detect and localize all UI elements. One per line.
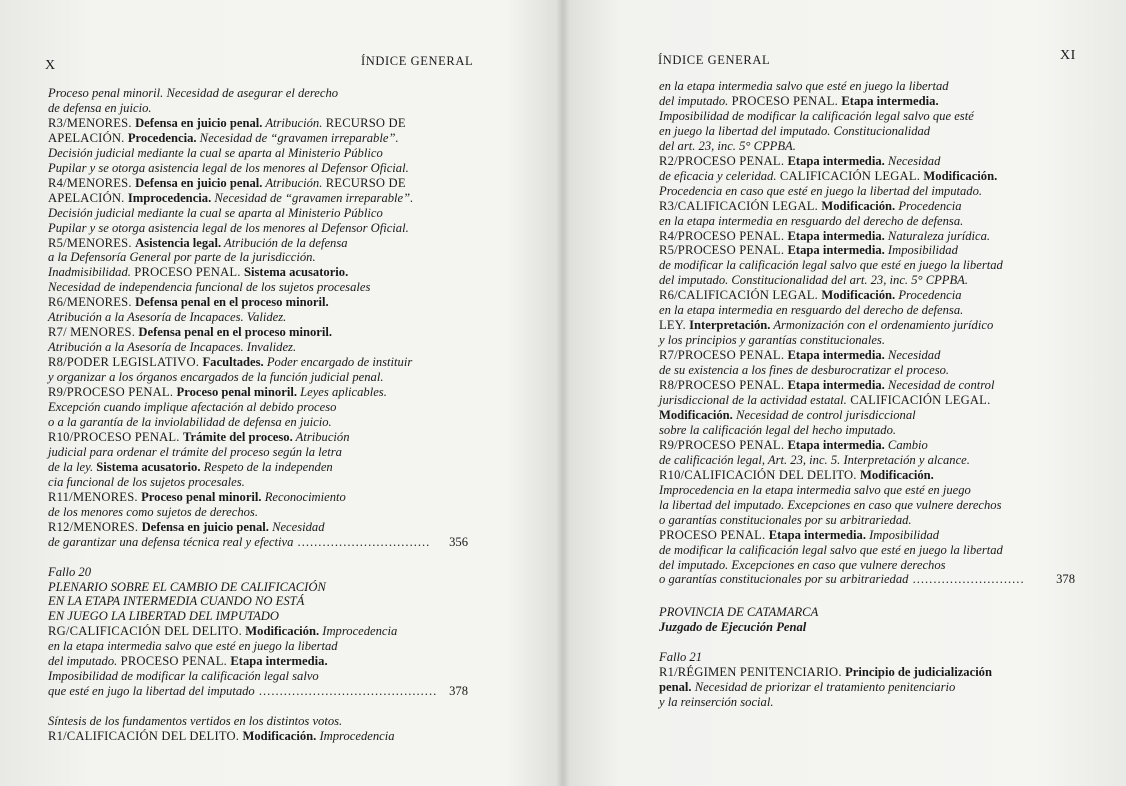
entry-text: Modificación. (659, 407, 733, 422)
entry-text: en la etapa intermedia en resguardo del derecho de defensa. (659, 213, 964, 228)
running-head: ÍNDICE GENERAL (658, 53, 771, 67)
entry-text: Reconocimiento (261, 489, 346, 504)
entry-text: cia funcional de los sujetos procesales. (48, 474, 245, 489)
index-line (48, 101, 468, 116)
index-line (659, 363, 1075, 378)
index-line (659, 665, 1075, 680)
entry-text: Procedencia (895, 198, 962, 213)
entry-text: de eficacia y celeridad. (659, 168, 777, 183)
index-line (48, 714, 468, 729)
entry-text: de modificar la calificación legal salvo que esté en juego la libertad (659, 258, 1003, 273)
section-gap (659, 635, 1075, 650)
index-line (48, 565, 468, 580)
index-line (48, 161, 468, 176)
index-line (659, 273, 1075, 288)
entry-text: de garantizar una defensa técnica real y efectiva (48, 534, 294, 549)
entry-text: Atribución. (262, 175, 323, 190)
entry-text: Necesidad de control (884, 378, 995, 393)
entry-text: Procedencia. (127, 130, 197, 145)
entry-text: o garantías constitucionales por su arbitrariedad. (659, 512, 912, 527)
index-line (48, 340, 468, 355)
index-line (48, 370, 468, 385)
entry-text: Necesidad (884, 348, 941, 363)
entry-text: PROVINCIA DE CATAMARCA (659, 605, 819, 620)
index-line (48, 654, 468, 669)
index-line (48, 131, 468, 146)
entry-text: Armonización con el ordenamiento jurídico (770, 318, 994, 333)
entry-text: Fallo 20 (48, 564, 92, 579)
entry-text: Necesidad de control jurisdiccional (732, 407, 916, 422)
entry-text: Atribución de la defensa (221, 235, 348, 250)
index-line (659, 214, 1075, 229)
index-line (659, 423, 1075, 438)
entry-text: Modificación. (821, 288, 896, 303)
entry-text: Procedencia en caso que esté en juego la libertad del imputado. (659, 183, 983, 198)
entry-text: Decisión judicial mediante la cual se aparta al Ministerio Público (48, 205, 383, 220)
index-line (659, 438, 1075, 453)
entry-text: Necesidad de priorizar el tratamiento penitenciario (691, 680, 956, 695)
entry-text: Imposibilidad (884, 243, 958, 258)
index-line (48, 639, 468, 654)
entry-text: la libertad del imputado. Excepciones en caso que vulnere derechos (659, 497, 1002, 512)
entry-text: Modificación. (242, 729, 317, 744)
entry-text: o a la garantía de la inviolabilidad de defensa en juicio. (48, 414, 332, 429)
section-gap (48, 699, 468, 714)
entry-text: R10/PROCESO PENAL. (48, 429, 184, 444)
entry-text: Modificación. (860, 467, 934, 482)
right-page (566, 0, 1126, 786)
index-line (659, 348, 1075, 363)
index-line (48, 475, 468, 490)
entry-text: Interpretación. (689, 318, 771, 333)
entry-text: Naturaleza jurídica. (884, 228, 991, 243)
entry-text: RECURSO DE (322, 115, 406, 130)
entry-text: Necesidad de independencia funcional de los sujetos procesales (48, 280, 371, 295)
index-line (48, 505, 468, 520)
entry-text: Improcedencia en la etapa intermedia salvo que esté en juego (659, 482, 971, 497)
entry-text: R10/CALIFICACIÓN DEL DELITO. (659, 467, 860, 482)
entry-text: Etapa intermedia. (787, 243, 885, 258)
index-line (48, 176, 468, 191)
index-line (48, 684, 468, 699)
section-gap (659, 587, 1075, 605)
entry-text: CALIFICACIÓN LEGAL. (846, 393, 991, 408)
entry-text: Facultades. (202, 355, 264, 370)
index-line (48, 594, 468, 609)
entry-text: de los menores como sujetos de derechos. (48, 504, 258, 519)
entry-text: Atribución a la Asesoría de Incapaces. Validez. (48, 310, 287, 325)
entry-text: Etapa intermedia. (841, 93, 939, 108)
entry-text: Inadmisibilidad. (48, 265, 131, 280)
index-entries (48, 86, 468, 744)
index-line (659, 199, 1075, 214)
index-line (48, 280, 468, 295)
index-line (48, 310, 468, 325)
entry-text: APELACIÓN. (48, 130, 128, 145)
entry-text: Pupilar y se otorga asistencia legal de los menores al Defensor Oficial. (48, 220, 409, 235)
entry-text: Etapa intermedia. (787, 228, 885, 243)
entry-text: R8/PODER LEGISLATIVO. (48, 355, 203, 370)
entry-text: Improcedencia (316, 729, 395, 744)
page-reference: 378 (1056, 572, 1075, 587)
index-line (48, 206, 468, 221)
index-line (659, 124, 1075, 139)
entry-text: LEY. (659, 318, 690, 333)
index-line (659, 303, 1075, 318)
entry-text: Síntesis de los fundamentos vertidos en los distintos votos. (48, 714, 343, 729)
entry-text: en juego la libertad del imputado. Constitucionalidad (659, 123, 931, 138)
index-line (659, 695, 1075, 710)
index-line (659, 620, 1075, 635)
entry-text: Juzgado de Ejecución Penal (659, 620, 807, 635)
entry-text: Procedencia (895, 288, 962, 303)
entry-text: PROCESO PENAL. (117, 654, 231, 669)
entry-text: de la ley. (48, 459, 97, 474)
index-line (659, 184, 1075, 199)
index-line (659, 572, 1075, 587)
entry-text: Defensa penal en el proceso minoril. (138, 325, 332, 340)
entry-text: R11/MENORES. (48, 489, 142, 504)
entry-text: R5/MENORES. (48, 235, 136, 250)
entry-text: Necesidad de “gravamen irreparable”. (196, 130, 399, 145)
index-line (659, 650, 1075, 665)
index-line (48, 729, 468, 744)
page-reference: 356 (449, 534, 468, 549)
entry-text: judicial para ordenar el trámite del proceso según la letra (48, 444, 342, 459)
entry-text: Leyes aplicables. (296, 385, 387, 400)
entry-text: o garantías constitucionales por su arbitrariedad (659, 572, 909, 587)
entry-text: y organizar a los órganos encargados de la función judicial penal. (48, 370, 384, 385)
index-line (48, 535, 468, 550)
entry-text: APELACIÓN. (48, 190, 128, 205)
entry-text: que esté en jugo la libertad del imputado (48, 684, 255, 699)
entry-text: y los principios y garantías constitucionales. (659, 333, 885, 348)
index-line (659, 605, 1075, 620)
entry-text: en la etapa intermedia salvo que esté en juego la libertad (48, 639, 338, 654)
entry-text: Defensa en juicio penal. (141, 519, 269, 534)
leader-dots: ................................ (293, 534, 431, 549)
index-line (48, 400, 468, 415)
entry-text: R9/PROCESO PENAL. (48, 385, 177, 400)
index-line (659, 79, 1075, 94)
index-line (48, 250, 468, 265)
entry-text: de su existencia a los fines de desburocratizar el proceso. (659, 363, 950, 378)
entry-text: Etapa intermedia. (787, 153, 885, 168)
entry-text: RG/CALIFICACIÓN DEL DELITO. (48, 624, 246, 639)
entry-text: de defensa en juicio. (48, 100, 152, 115)
leader-dots: ........................................... (254, 684, 438, 699)
entry-text: EN LA ETAPA INTERMEDIA CUANDO NO ESTÁ (48, 594, 305, 609)
index-line (659, 229, 1075, 244)
entry-text: R5/PROCESO PENAL. (659, 243, 788, 258)
index-line (48, 355, 468, 370)
index-entries (659, 79, 1075, 710)
entry-text: del imputado. Excepciones en caso que vulnere derechos (659, 557, 946, 572)
entry-text: R7/PROCESO PENAL. (659, 348, 788, 363)
entry-text: Proceso penal minoril. Necesidad de asegurar el derecho (48, 86, 339, 100)
running-head: ÍNDICE GENERAL (361, 54, 474, 68)
entry-text: y la reinserción social. (659, 695, 774, 710)
entry-text: R2/PROCESO PENAL. (659, 153, 788, 168)
index-line (659, 243, 1075, 258)
index-line (659, 139, 1075, 154)
entry-text: Decisión judicial mediante la cual se aparta al Ministerio Público (48, 145, 383, 160)
entry-text: R8/PROCESO PENAL. (659, 378, 788, 393)
index-line (659, 483, 1075, 498)
entry-text: Atribución. (262, 115, 323, 130)
entry-text: R4/MENORES. (48, 175, 136, 190)
entry-text: Modificación. (245, 624, 320, 639)
index-line (659, 393, 1075, 408)
entry-text: a la Defensoría General por parte de la jurisdicción. (48, 250, 316, 265)
index-line (48, 191, 468, 206)
index-line (48, 86, 468, 101)
index-line (659, 154, 1075, 169)
index-line (659, 468, 1075, 483)
entry-text: Modificación. (923, 168, 998, 183)
entry-text: Necesidad (884, 153, 941, 168)
index-line (48, 669, 468, 684)
entry-text: Etapa intermedia. (230, 654, 328, 669)
entry-text: Sistema acusatorio. (244, 265, 349, 280)
entry-text: RECURSO DE (322, 175, 406, 190)
entry-text: R12/MENORES. (48, 519, 142, 534)
entry-text: Improcedencia. (127, 190, 212, 205)
entry-text: Respeto de la independen (200, 459, 333, 474)
entry-text: R6/CALIFICACIÓN LEGAL. (659, 288, 822, 303)
entry-text: del imputado. (48, 654, 118, 669)
index-line (48, 445, 468, 460)
leader-dots: ........................... (908, 572, 1025, 587)
entry-text: R1/RÉGIMEN PENITENCIARIO. (659, 665, 846, 680)
index-line (48, 236, 468, 251)
entry-text: Improcedencia (319, 624, 398, 639)
entry-text: Defensa penal en el proceso minoril. (135, 295, 329, 310)
index-line (659, 378, 1075, 393)
entry-text: Poder encargado de instituir (263, 355, 413, 370)
section-gap (48, 550, 468, 565)
entry-text: R3/MENORES. (48, 115, 136, 130)
entry-text: Imposibilidad (865, 527, 940, 542)
index-line (659, 258, 1075, 273)
index-line (659, 288, 1075, 303)
index-line (48, 580, 468, 595)
index-line (48, 490, 468, 505)
index-line (48, 609, 468, 624)
index-line (659, 109, 1075, 124)
entry-text: de calificación legal, Art. 23, inc. 5. Interpretación y alcance. (659, 452, 970, 467)
index-line (659, 453, 1075, 468)
entry-text: Etapa intermedia. (787, 348, 885, 363)
index-line (659, 543, 1075, 558)
entry-text: Cambio (884, 437, 928, 452)
entry-text: del imputado. (659, 93, 729, 108)
index-line (48, 520, 468, 535)
index-line (659, 333, 1075, 348)
index-line (48, 415, 468, 430)
entry-text: R1/CALIFICACIÓN DEL DELITO. (48, 729, 243, 744)
index-line (659, 408, 1075, 423)
entry-text: Asistencia legal. (135, 235, 222, 250)
entry-text: PLENARIO SOBRE EL CAMBIO DE CALIFICACIÓN (48, 579, 326, 594)
entry-text: Principio de judicialización (845, 665, 992, 680)
entry-text: de modificar la calificación legal salvo que esté en juego la libertad (659, 542, 1003, 557)
entry-text: Fallo 21 (659, 650, 703, 665)
entry-text: Etapa intermedia. (768, 527, 866, 542)
entry-text: del imputado. Constitucionalidad del art. 23, inc. 5° CPPBA. (659, 273, 969, 288)
entry-text: PROCESO PENAL. (130, 265, 244, 280)
entry-text: CALIFICACIÓN LEGAL. (776, 168, 924, 183)
entry-text: Etapa intermedia. (787, 378, 885, 393)
index-line (48, 624, 468, 639)
entry-text: jurisdiccional de la actividad estatal. (659, 393, 847, 408)
entry-text: en la etapa intermedia salvo que esté en juego la libertad (659, 79, 949, 93)
index-line (48, 460, 468, 475)
entry-text: Imposibilidad de modificar la calificación legal salvo que esté (659, 108, 974, 123)
index-line (48, 146, 468, 161)
index-line (659, 94, 1075, 109)
index-line (659, 513, 1075, 528)
index-line (48, 221, 468, 236)
entry-text: sobre la calificación legal del hecho imputado. (659, 422, 897, 437)
entry-text: Defensa en juicio penal. (135, 115, 263, 130)
entry-text: Modificación. (821, 198, 896, 213)
entry-text: Etapa intermedia. (787, 437, 885, 452)
entry-text: Proceso penal minoril. (141, 489, 262, 504)
index-line (48, 116, 468, 131)
entry-text: Atribución a la Asesoría de Incapaces. Invalidez. (48, 340, 297, 355)
entry-text: Necesidad de “gravamen irreparable”. (211, 190, 414, 205)
index-line (659, 169, 1075, 184)
entry-text: R7/ MENORES. (48, 325, 139, 340)
index-line (48, 385, 468, 400)
entry-text: Excepción cuando implique afectación al debido proceso (48, 400, 337, 415)
index-line (659, 528, 1075, 543)
index-line (659, 318, 1075, 333)
entry-text: PROCESO PENAL. (659, 527, 769, 542)
page-reference: 378 (449, 684, 468, 699)
index-line (659, 498, 1075, 513)
index-line (48, 430, 468, 445)
page-number: X (45, 58, 56, 73)
index-line (48, 325, 468, 340)
entry-text: Defensa en juicio penal. (135, 175, 263, 190)
entry-text: PROCESO PENAL. (728, 93, 842, 108)
index-line (48, 265, 468, 280)
entry-text: R3/CALIFICACIÓN LEGAL. (659, 198, 822, 213)
entry-text: del art. 23, inc. 5° CPPBA. (659, 138, 796, 153)
index-line (659, 680, 1075, 695)
index-line (659, 558, 1075, 573)
entry-text: EN JUEGO LA LIBERTAD DEL IMPUTADO (48, 609, 279, 624)
entry-text: Proceso penal minoril. (176, 385, 297, 400)
entry-text: R4/PROCESO PENAL. (659, 228, 788, 243)
entry-text: en la etapa intermedia en resguardo del derecho de defensa. (659, 303, 964, 318)
index-line (48, 295, 468, 310)
page-number: XI (1060, 48, 1076, 63)
entry-text: penal. (659, 680, 692, 695)
entry-text: R6/MENORES. (48, 295, 136, 310)
entry-text: Pupilar y se otorga asistencia legal de los menores al Defensor Oficial. (48, 160, 409, 175)
entry-text: R9/PROCESO PENAL. (659, 437, 788, 452)
entry-text: Trámite del proceso. (183, 429, 293, 444)
left-page (0, 0, 560, 786)
entry-text: Sistema acusatorio. (96, 459, 201, 474)
entry-text: Atribución (292, 429, 350, 444)
entry-text: Necesidad (268, 519, 325, 534)
entry-text: Imposibilidad de modificar la calificación legal salvo (48, 669, 319, 684)
